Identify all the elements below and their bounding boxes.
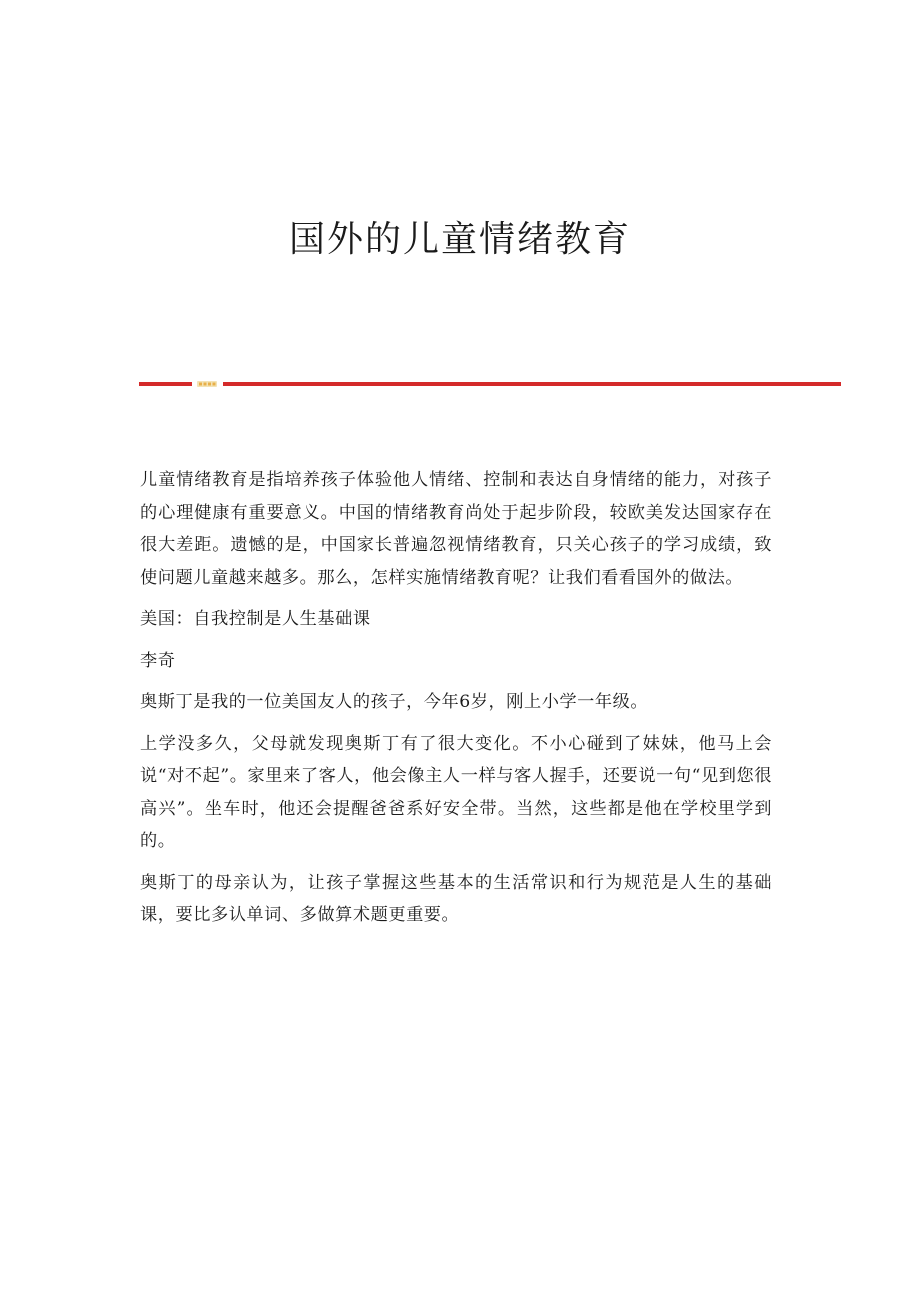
body-paragraph: 奥斯丁是我的一位美国友人的孩子，今年6岁，刚上小学一年级。: [140, 692, 649, 712]
title-divider: [139, 380, 841, 388]
divider-left-segment: [139, 382, 192, 386]
divider-ornament-icon: [197, 380, 217, 388]
body-paragraph: 奥斯丁的母亲认为，让孩子掌握这些基本的生活常识和行为规范是人生的基础课，要比多认单词、多做算术题更重要。: [140, 872, 772, 925]
body-paragraph: 上学没多久，父母就发现奥斯丁有了很大变化。不小心碰到了妹妹，他马上会说“对不起”。家里来了客人，他会像主人一样与客人握手，还要说一句“见到您很高兴”。坐车时，他还会提醒爸爸系好安全带。当然，这些都是他在学校里学到的。: [140, 733, 772, 851]
page-title: 国外的儿童情绪教育: [288, 219, 631, 260]
author-name: 李奇: [140, 650, 176, 671]
divider-right-segment: [223, 382, 841, 386]
article-body: [140, 464, 772, 941]
section-heading: 美国：自我控制是人生基础课: [140, 609, 371, 629]
intro-paragraph: 儿童情绪教育是指培养孩子体验他人情绪、控制和表达自身情绪的能力，对孩子的心理健康有重要意义。中国的情绪教育尚处于起步阶段，较欧美发达国家存在很大差距。遗憾的是，中国家长普遍忽视情绪教育，只关心孩子的学习成绩，致使问题儿童越来越多。那么，怎样实施情绪教育呢？让我们看看国外的做法。: [140, 470, 772, 588]
